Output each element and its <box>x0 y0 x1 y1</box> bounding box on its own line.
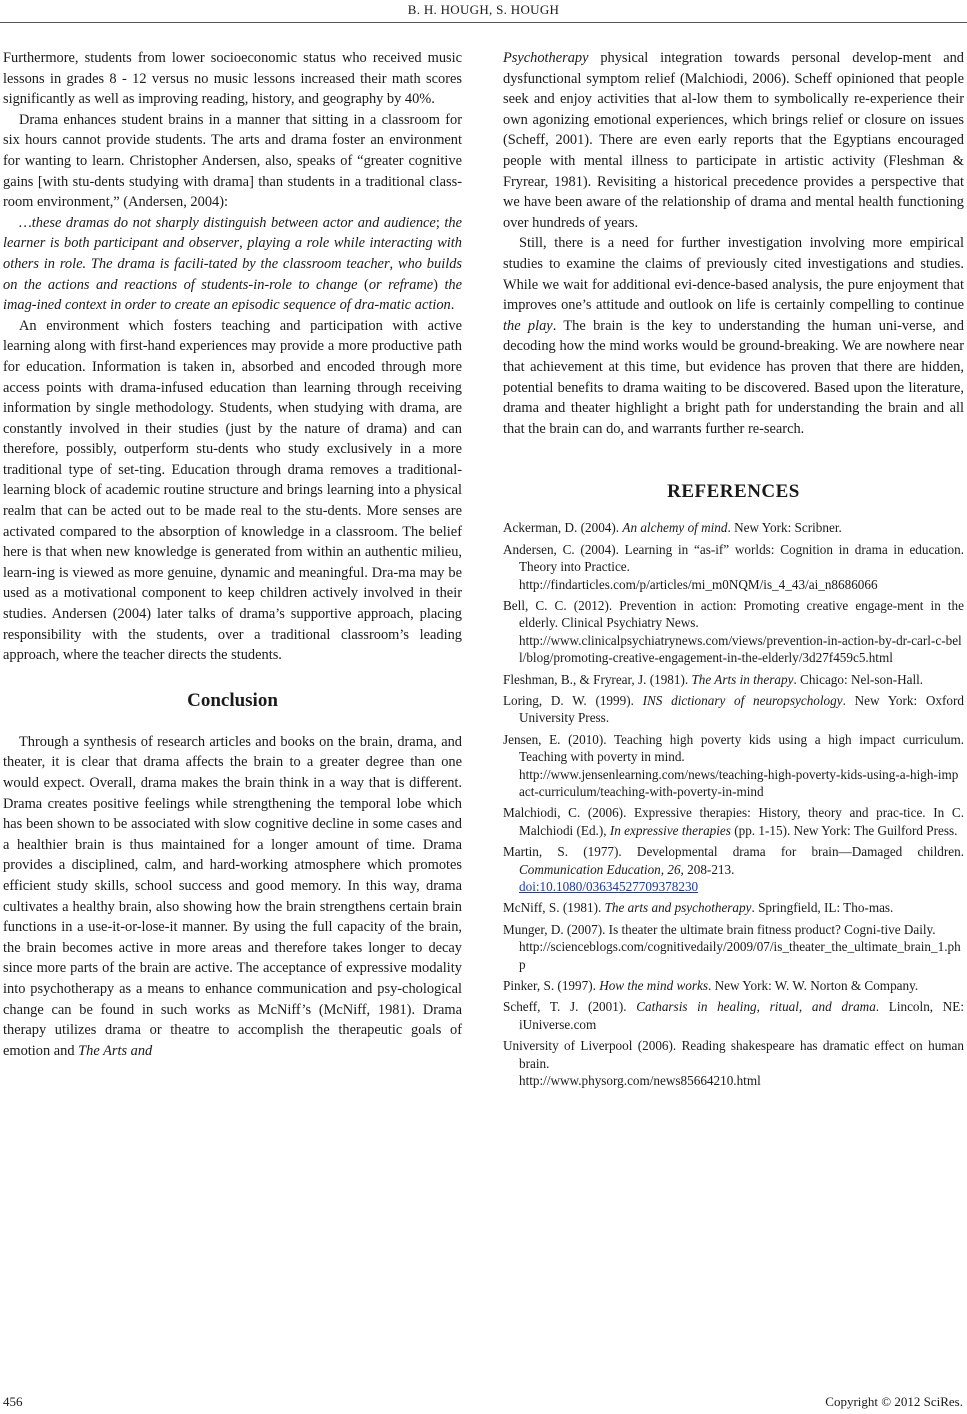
reference-item: Pinker, S. (1997). How the mind works. New York: W. W. Norton & Company. <box>503 978 919 994</box>
references-title: REFERENCES <box>667 481 800 503</box>
paragraph-environment: An environment which fosters teaching and participation with active learning along with first-hand experiences may provide a more productive path for education. Information is taken in, absorbed and encoded through more access points with drama-infused education than learning through receiving information by single methodology. Students, when studying with drama, are constantly involved in their studies (just by the nature of drama) and can therefore, possibly, outperform stu-dents who study exclusively in a more traditional type of set-ting. Education through drama removes a traditional-learning block of academic routine structure and brings learning into a physical realm that can be acted out to be made real to the stu-dents. More senses are activated compared to the absorption of knowledge in a classroom. The belief here is that when new knowledge is generated from within an authentic milieu, learn-ing is viewed as more genuine, dynamic and meaningful. Dra-ma may be used as a motivational component to keep children actively involved in their studies. Andersen (2004) later talks of drama’s supportive approach, placing responsibility with the students, over a traditional classroom’s leading approach, where the teacher directs the students. <box>3 317 462 664</box>
copyright-notice: Copyright © 2012 SciRes. <box>825 1394 963 1409</box>
reference-item: Munger, D. (2007). Is theater the ultimate brain fitness product? Cogni-tive Daily. http://scienceblogs.com/cognitivedaily/2009/07/is_theater_the_ultimate_brain_1.php <box>503 921 964 973</box>
references-list <box>503 519 964 1089</box>
reference-item: Scheff, T. J. (2001). Catharsis in healing, ritual, and drama. Lincoln, NE: iUniverse.com <box>503 999 964 1032</box>
reference-url[interactable]: http://scienceblogs.com/cognitivedaily/2009/07/is_theater_the_ultimate_brain_1.php <box>519 939 961 972</box>
reference-url[interactable]: http://www.clinicalpsychiatrynews.com/views/prevention-in-action-by-dr-carl-c-bell/blog/promoting-creative-engagement-in-the-elderly/3d27f459c5.html <box>519 632 962 666</box>
reference-item: Bell, C. C. (2012). Prevention in action: Promoting creative engage-ment in the elderly. Clinical Psychiatry News. http://www.clinicalpsychiatrynews.com/views/prevention-in-action-by-dr-carl-c-bell/blog/promoting-creative-engagement-in-the-elderly/3d27f459c5.html <box>503 597 964 666</box>
reference-item: Malchiodi, C. (2006). Expressive therapies: History, theory and prac-tice. In C. Malchiodi (Ed.), In expressive therapies (pp. 1-15). New York: The Guilford Press. <box>503 805 964 838</box>
paragraph-drama-enhances: Drama enhances student brains in a manner that sitting in a classroom for six hours cannot provide students. The arts and drama foster an environment for wanting to learn. Christopher Andersen, also, speaks of “greater cognitive gains [with stu-dents studying with drama] than students in a traditional class-room environment,” (Andersen, 2004): <box>3 111 462 211</box>
header-rule <box>0 22 967 23</box>
reference-url[interactable]: http://www.jensenlearning.com/news/teaching-high-poverty-kids-using-a-high-impact-curriculum/teaching-with-poverty-in-mind <box>519 766 959 799</box>
page-number: 456 <box>3 1394 23 1409</box>
running-header: B. H. HOUGH, S. HOUGH <box>407 2 560 17</box>
reference-item: McNiff, S. (1981). The arts and psychotherapy. Springfield, IL: Tho-mas. <box>503 900 894 916</box>
left-column <box>3 48 462 1061</box>
block-quote: …these dramas do not sharply distinguish between actor and audience; the learner is both participant and observer, playing a role while interacting with others in role. The drama is facili-tated by the classroom teacher, who builds on the actions and reactions of students-in-role to change (or reframe) the imag-ined context in order to create an episodic sequence of dra-matic action. <box>3 214 463 314</box>
right-column <box>503 48 964 1093</box>
reference-url[interactable]: http://findarticles.com/p/articles/mi_m0NQM/is_4_43/ai_n8686066 <box>519 576 878 592</box>
reference-url[interactable]: http://www.physorg.com/news85664210.html <box>519 1073 761 1089</box>
reference-item: Andersen, C. (2004). Learning in “as-if” worlds: Cognition in drama in education. Theory into Practice. http://findarticles.com/p/articles/mi_m0NQM/is_4_43/ai_n8686066 <box>503 541 964 592</box>
reference-item: University of Liverpool (2006). Reading shakespeare has dramatic effect on human brain. http://www.physorg.com/news85664210.html <box>503 1038 964 1089</box>
section-title-conclusion: Conclusion <box>187 689 278 711</box>
paragraph-psychotherapy: Psychotherapy physical integration towards personal develop-ment and dysfunctional symptom relief (Malchiodi, 2006). Scheff opinioned that people seek and enjoy activities that al-low them to symbolically re-experience their own agonizing emotional experiences, which brings relief or closure on issues (Scheff, 2001). There are even early reports that the Egyptians encouraged people with mental illness to participate in artistic activity (Fleshman & Fryrear, 1981). Revisiting a historical precedence provides a perspective that we have been aware of the relationship of drama and mental health functioning over hundreds of years. <box>503 50 964 231</box>
reference-item: Fleshman, B., & Fryrear, J. (1981). The Arts in therapy. Chicago: Nel-son-Hall. <box>503 671 924 687</box>
reference-item: Ackerman, D. (2004). An alchemy of mind. New York: Scribner. <box>503 520 842 536</box>
reference-item: Jensen, E. (2010). Teaching high poverty kids using a high impact curriculum. Teaching with poverty in mind. http://www.jensenlearning.com/news/teaching-high-poverty-kids-using-a-high-impact-curriculum/teaching-with-poverty-in-mind <box>503 731 964 799</box>
reference-item: Loring, D. W. (1999). INS dictionary of neuropsychology. New York: Oxford University Press. <box>503 692 964 726</box>
paragraph-further-investigation: Still, there is a need for further investigation involving more empirical studies to examine the claims of previously cited investigations and studies. While we wait for additional evi-dence-based analysis, the pure enjoyment that improves one’s attitude and outlook on life is certainly compelling to continue the play. The brain is the key to understanding the human uni-verse, and decoding how the mind works would be ground-breaking. We are nowhere near that achievement at this time, but evidence has proven that there are hidden, potential benefits to drama waiting to be discovered. Based upon the literature, drama and theater highlight a bright path for understanding the brain and all that the brain can do, and warrants further re-search. <box>503 235 964 437</box>
paragraph-music: Furthermore, students from lower socioeconomic status who received music lessons in grades 8 - 12 versus no music lessons increased their math scores significantly as well as improving reading, history, and geography by 40%. <box>3 50 462 108</box>
reference-item: Martin, S. (1977). Developmental drama for brain—Damaged children. Communication Education, 26, 208-213. doi:10.1080/03634527709378230 <box>503 844 964 894</box>
reference-doi-link[interactable]: doi:10.1080/03634527709378230 <box>519 879 699 894</box>
paragraph-conclusion: Through a synthesis of research articles and books on the brain, drama, and theater, it is clear that drama affects the brain to a greater degree than one would expect. Overall, drama makes the brain think in a way that is different. Drama creates positive feelings while strengthening the temporal lobe which has been shown to be associated with slow cognitive decline in some cases and a healthier brain is thus maintained for a longer amount of time. Drama provides a disciplined, calm, and hard-working atmosphere which promotes efficient study skills, school success and good memory. In this way, drama cultivates a healthy brain, also showing how the brain strengthens certain brain functions in a use-it-or-lose-it manner. By using the full capacity of the brain, the brain becomes active in more areas and therefore takes longer to decay since more parts of the brain are active. The acceptance of expressive modality into psychotherapy as a means to enhance communication and psy-chological change can be found in such works as McNiff’s (McNiff, 1981). Drama therapy utilizes drama or theatre to accomplish the therapeutic goals of emotion and The Arts and <box>3 733 462 1059</box>
